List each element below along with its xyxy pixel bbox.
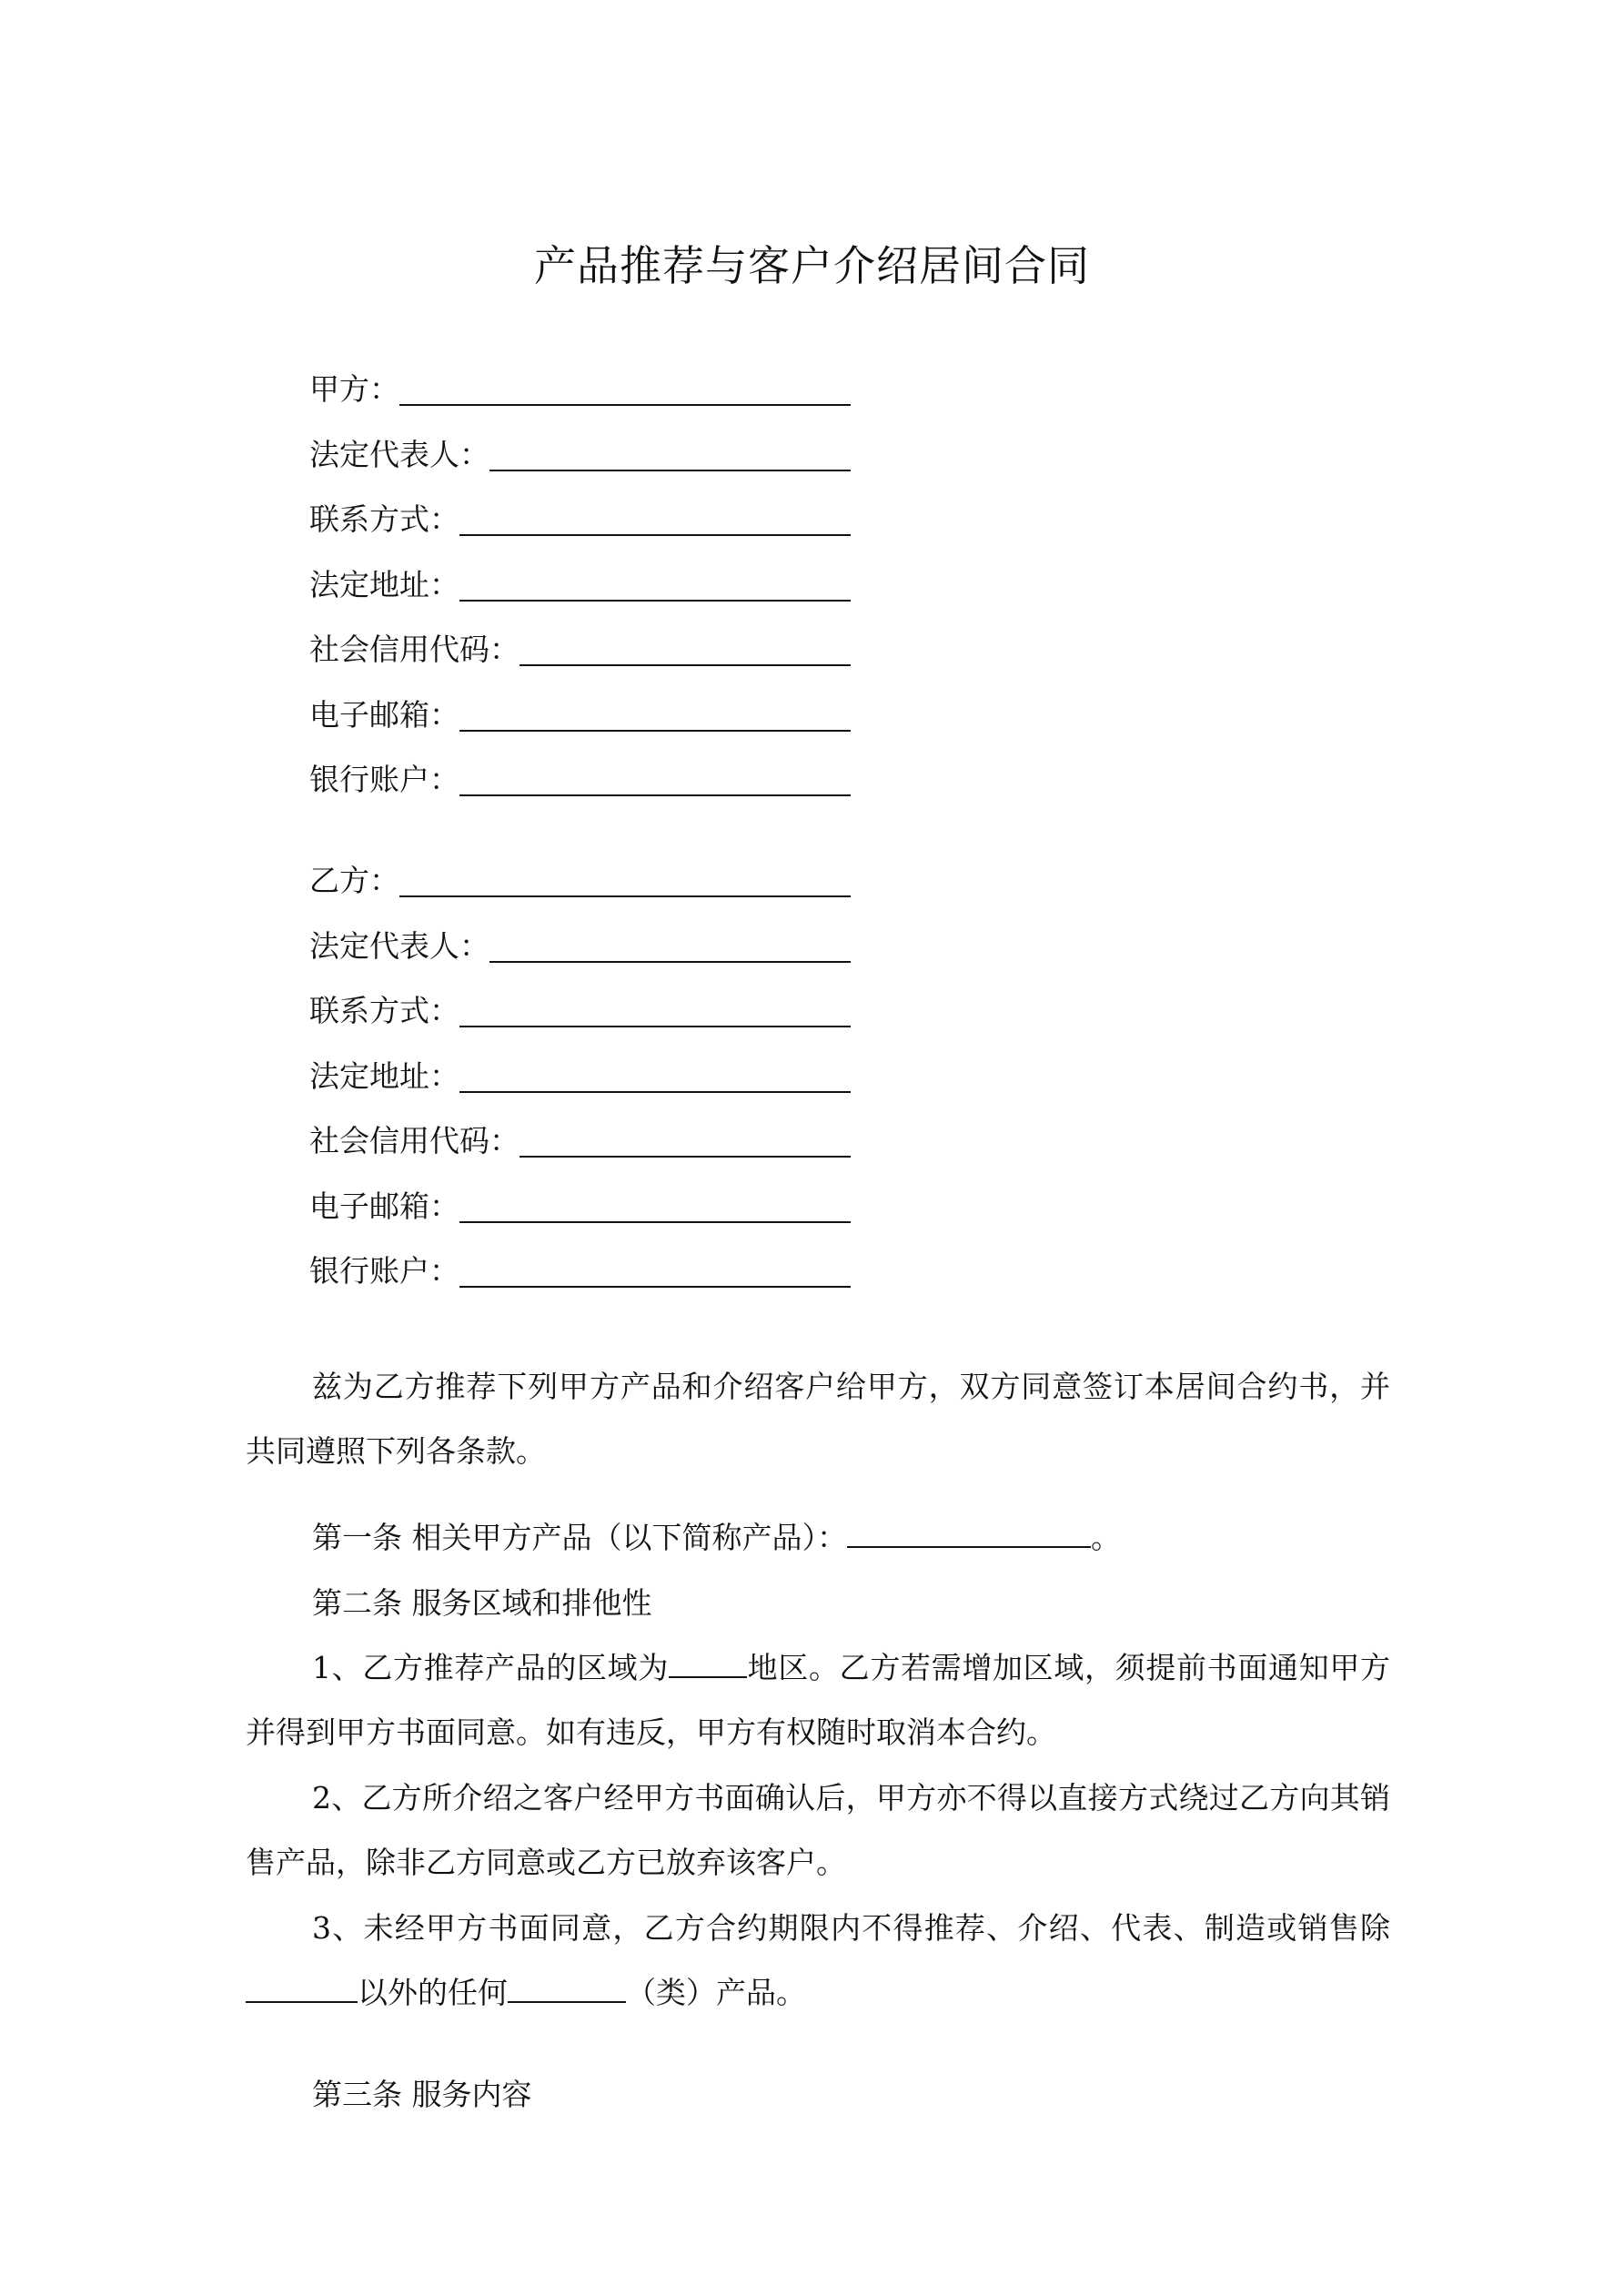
- party-b-field-row: [309, 1246, 851, 1291]
- clause-1-text-b: 地区。乙方若需增加区域，须提前书面通知甲方并得到甲方书面同意。如有违反，甲方有权随时取消本合约。: [246, 1650, 1391, 1750]
- party-b-field-input-line[interactable]: [519, 1123, 851, 1158]
- clause-2: 2、乙方所介绍之客户经甲方书面确认后，甲方亦不得以直接方式绕过乙方向其销售产品，除非乙方同意或乙方已放弃该客户。: [246, 1780, 1390, 1880]
- party-b-field-label: 电子邮箱：: [309, 1188, 459, 1224]
- product-scope-blank[interactable]: [246, 1974, 358, 2003]
- party-b-field-label: 联系方式：: [309, 993, 459, 1028]
- clause-1-text-a: 1、乙方推荐产品的区域为: [312, 1650, 669, 1685]
- party-b-field-label: 银行账户：: [309, 1253, 459, 1289]
- clause-3: [246, 1896, 1390, 2025]
- party-a-field-label: 法定代表人：: [309, 436, 489, 472]
- party-a-field-input-line[interactable]: [399, 371, 851, 406]
- party-b-field-row: [309, 986, 851, 1031]
- party-b-field-label: 法定代表人：: [309, 927, 489, 964]
- party-b-field-row: [309, 1116, 851, 1161]
- party-a-field-label: 银行账户：: [309, 762, 459, 797]
- party-a-field-row: [309, 430, 851, 475]
- party-a-field-row: [309, 624, 851, 670]
- article-1-text: 第一条 相关甲方产品（以下简称产品）：: [312, 1520, 847, 1555]
- party-b-field-row: [309, 855, 851, 901]
- article-1: [312, 1518, 1121, 1558]
- party-a-field-input-line[interactable]: [459, 697, 851, 732]
- party-a-field-label: 联系方式：: [309, 501, 459, 537]
- party-a-field-row: [309, 560, 851, 605]
- clause-3-text-b: 以外的任何: [358, 1975, 508, 2010]
- party-b-field-label: 法定地址：: [309, 1057, 459, 1094]
- party-b-field-row: [309, 1181, 851, 1227]
- party-a-field-input-line[interactable]: [459, 762, 851, 796]
- party-b-field-label: 社会信用代码：: [309, 1123, 519, 1158]
- clause-1: [246, 1635, 1390, 1765]
- article-1-end: 。: [1091, 1520, 1121, 1555]
- party-a-field-label: 社会信用代码：: [309, 632, 519, 667]
- party-b-field-input-line[interactable]: [459, 993, 851, 1027]
- party-a-field-row: [309, 690, 851, 735]
- region-blank[interactable]: [669, 1649, 747, 1678]
- party-b-field-input-line[interactable]: [459, 1188, 851, 1223]
- party-b-field-label: 乙方：: [309, 863, 399, 898]
- party-b-field-input-line[interactable]: [399, 863, 851, 897]
- party-b-field-row: [309, 921, 851, 966]
- party-b-field-row: [309, 1051, 851, 1097]
- clause-3-text-a: 3、未经甲方书面同意，乙方合约期限内不得推荐、介绍、代表、制造或销售除: [312, 1910, 1390, 1946]
- document-title: 产品推荐与客户介绍居间合同: [534, 241, 1090, 290]
- party-a-field-input-line[interactable]: [459, 501, 851, 536]
- clause-3-text-c: （类）产品。: [626, 1975, 806, 2010]
- product-category-blank[interactable]: [508, 1974, 626, 2003]
- party-b-field-input-line[interactable]: [459, 1058, 851, 1093]
- article-2-title: 第二条 服务区域和排他性: [312, 1585, 652, 1621]
- product-blank[interactable]: [847, 1519, 1091, 1548]
- party-a-field-label: 甲方：: [309, 371, 399, 407]
- party-a-field-input-line[interactable]: [459, 567, 851, 602]
- party-a-field-row: [309, 364, 851, 410]
- party-a-field-label: 电子邮箱：: [309, 696, 459, 733]
- party-a-field-row: [309, 754, 851, 800]
- party-a-field-input-line[interactable]: [489, 437, 851, 471]
- article-3-title: 第三条 服务内容: [312, 2077, 532, 2112]
- party-b-field-input-line[interactable]: [489, 928, 851, 963]
- party-b-field-input-line[interactable]: [459, 1253, 851, 1288]
- party-a-field-row: [309, 494, 851, 540]
- party-a-field-input-line[interactable]: [519, 632, 851, 666]
- party-a-field-label: 法定地址：: [309, 566, 459, 602]
- intro-paragraph: 兹为乙方推荐下列甲方产品和介绍客户给甲方，双方同意签订本居间合约书，并共同遵照下列各条款。: [246, 1369, 1390, 1469]
